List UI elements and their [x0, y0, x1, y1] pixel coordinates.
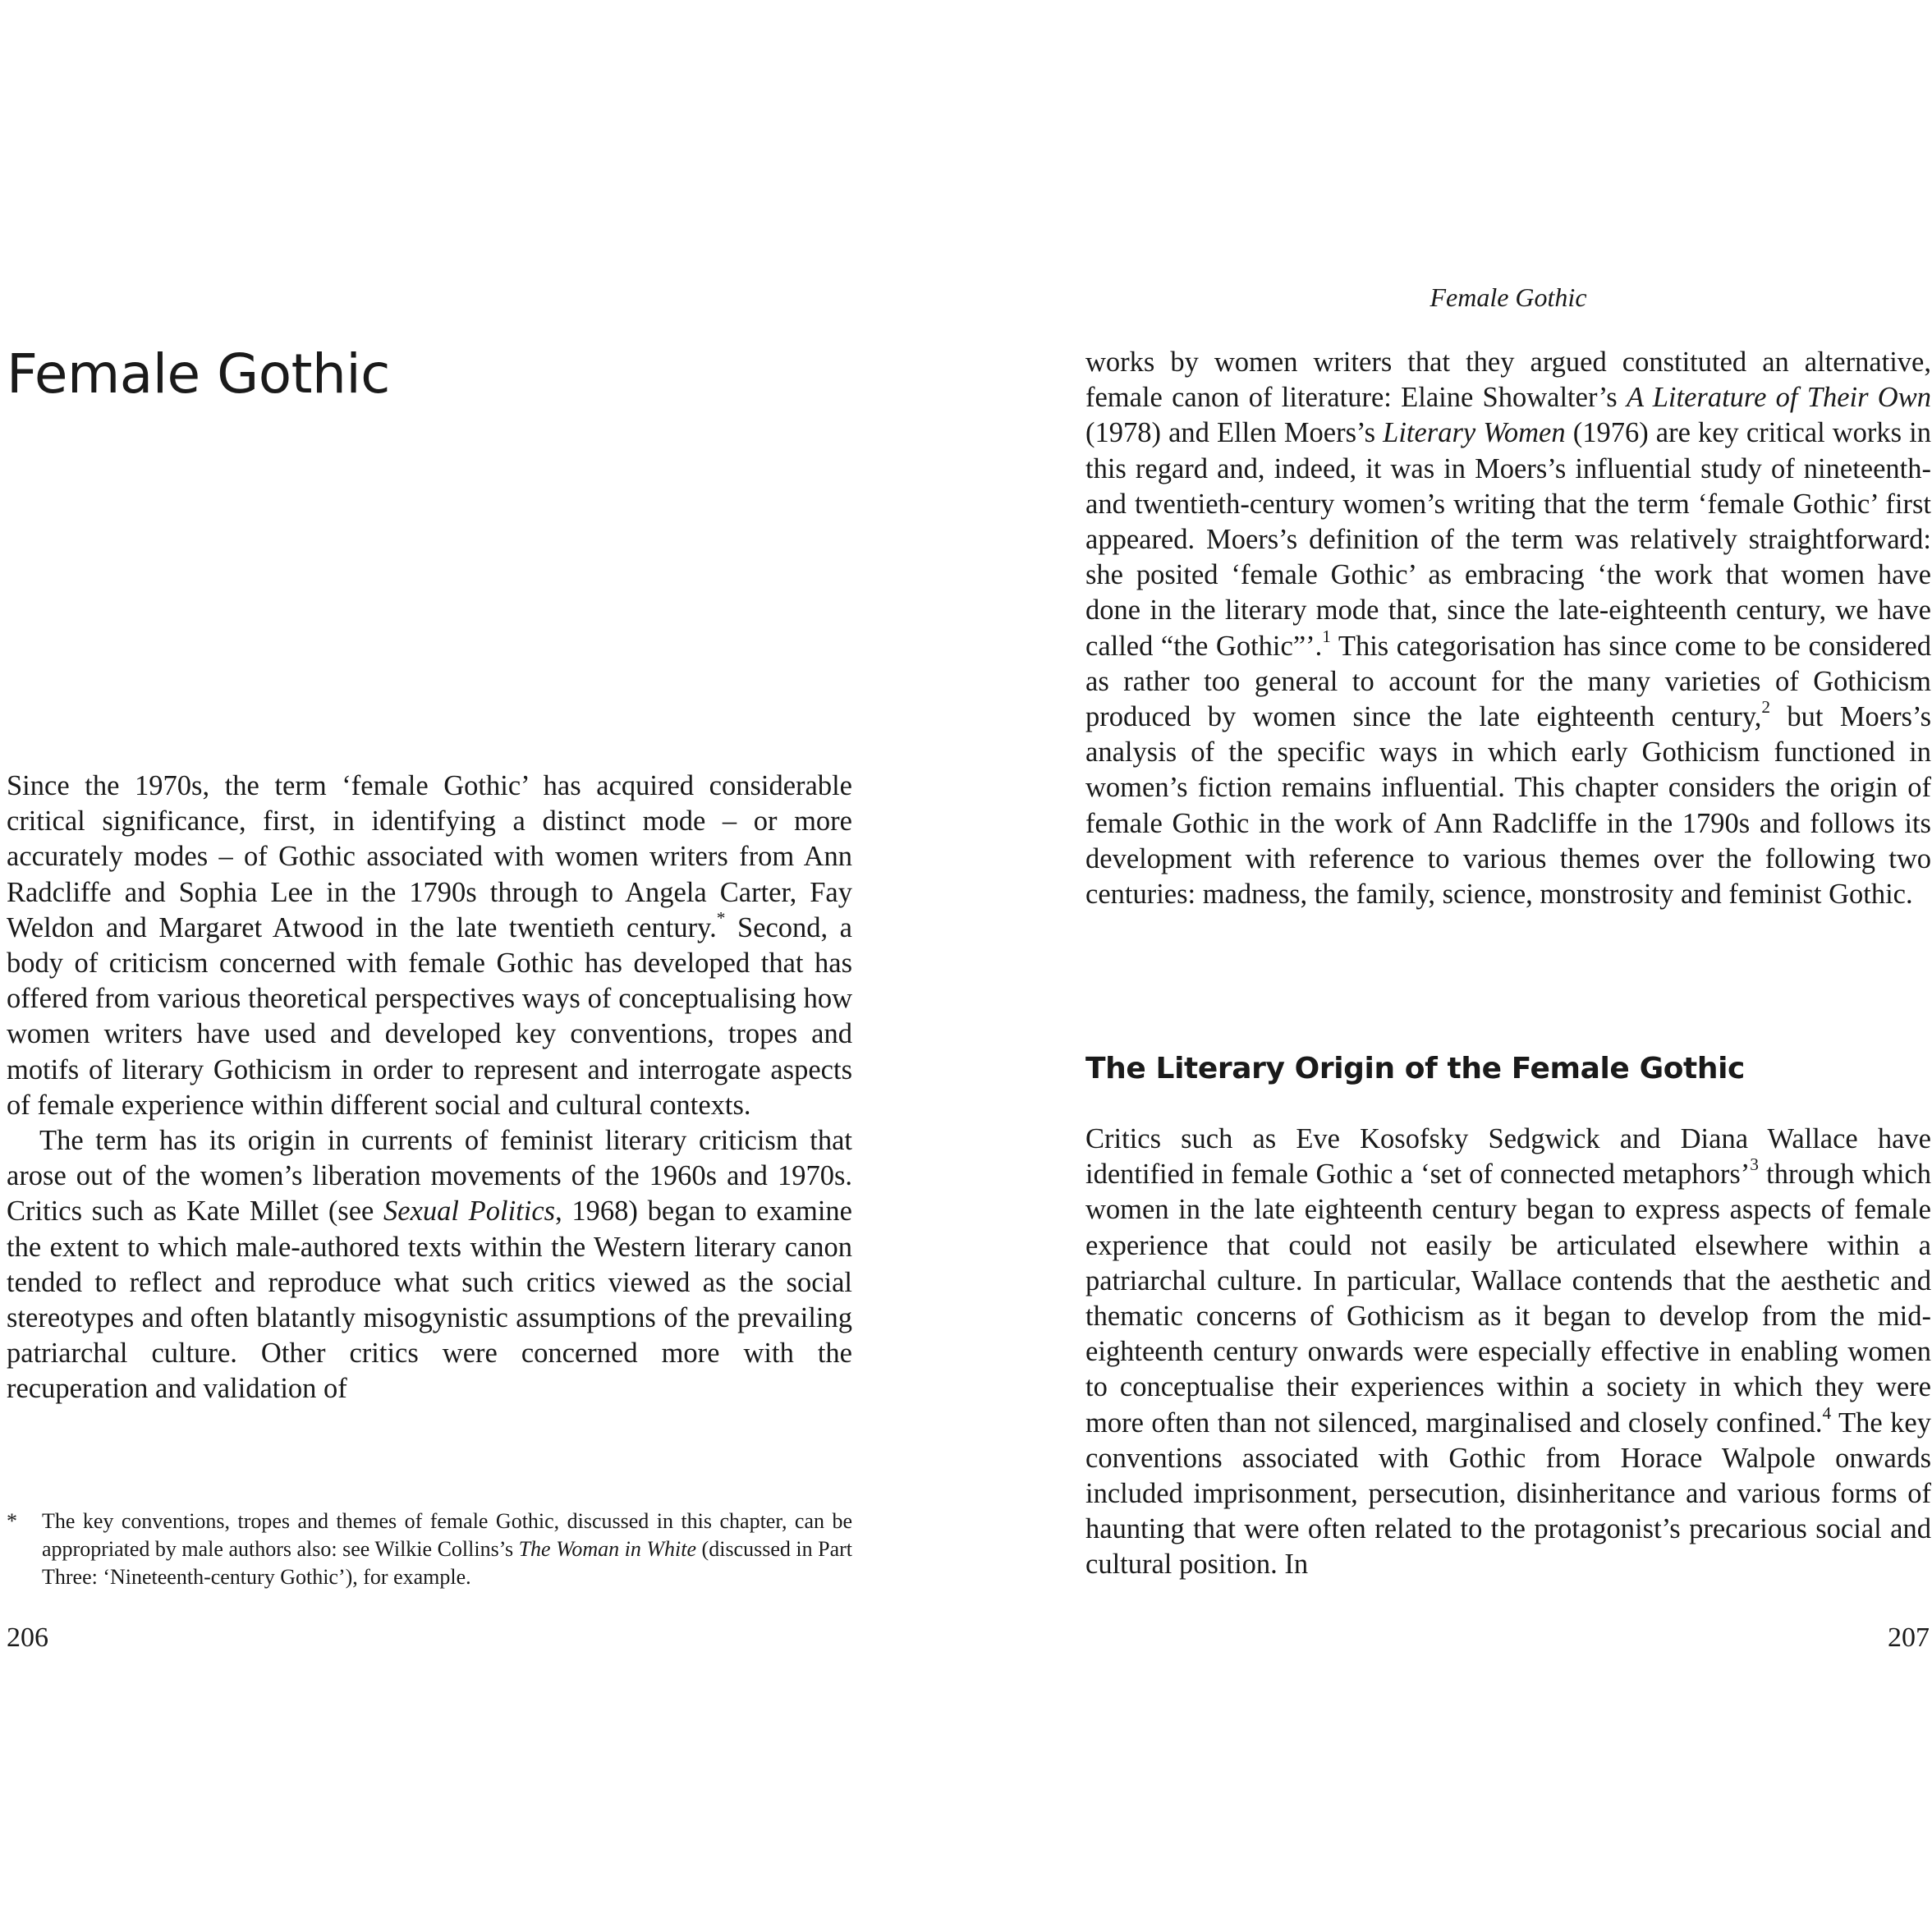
- italic-text: Literary Women: [1383, 417, 1566, 449]
- note-reference: *: [716, 907, 726, 928]
- note-reference: 2: [1761, 697, 1771, 717]
- italic-text: A Literature of Their Own: [1627, 382, 1931, 414]
- note-reference: 3: [1750, 1154, 1759, 1175]
- footnote-text: The key conventions, tropes and themes of female Gothic, discussed in this chapter, can be appropriated by male authors also: see Wilkie Collins’s The Woman in White (discussed in Part Three: ‘Nineteenth-century Gothic’), for example.: [42, 1509, 853, 1589]
- italic-text: Sexual Politics: [383, 1195, 556, 1228]
- page-number-right: 207: [1888, 1622, 1930, 1653]
- right-page: [1085, 0, 1931, 1932]
- italic-text: The Woman in White: [518, 1537, 697, 1561]
- left-body-text: [7, 769, 852, 1407]
- chapter-title: Female Gothic: [7, 342, 390, 406]
- note-reference: 4: [1822, 1402, 1832, 1423]
- right-body-text: [1085, 345, 1931, 912]
- left-page: [7, 0, 852, 1932]
- section-heading: The Literary Origin of the Female Gothic: [1085, 1052, 1745, 1085]
- page-number-left: 206: [7, 1622, 48, 1653]
- running-head: Female Gothic: [1429, 282, 1587, 312]
- paragraph: The term has its origin in currents of feminist literary criticism that arose out of the women’s liberation movements of the 1960s and 1970s. Critics such as Kate Millet (see Sexual Politics, 1968) began to examine the extent to which male-authored texts within the Western literary canon tended to reflect and reproduce what such critics viewed as the social stereotypes and often blatantly misogynistic assumptions of the prevailing patriarchal culture. Other critics were concerned more with the recuperation and validation of: [7, 1125, 852, 1405]
- paragraph: Critics such as Eve Kosofsky Sedgwick and Diana Wallace have identified in female Gothic a ‘set of connected metaphors’$^3$ through which women in the late eighteenth century began to express aspects of female experience that could not easily be articulated elsewhere within a patriarchal culture. In particular, Wallace contends that the aesthetic and thematic concerns of Gothicism as it began to develop from the mid-eighteenth century onwards were especially effective in enabling women to conceptualise their experiences within a society in which they were more often than not silenced, marginalised and closely confined.$^4$ The key conventions associated with Gothic from Horace Walpole onwards included imprisonment, persecution, disinheritance and various forms of haunting that were often related to the protagonist’s precarious social and cultural position. In: [1085, 1123, 1932, 1581]
- section-body-text: [1085, 1122, 1931, 1583]
- note-reference: 1: [1322, 626, 1331, 646]
- paragraph: Since the 1970s, the term ‘female Gothic’ has acquired considerable critical significance, first, in identifying a distinct mode – or more accurately modes – of Gothic associated with women writers from Ann Radcliffe and Sophia Lee in the 1790s through to Angela Carter, Fay Weldon and Margaret Atwood in the late twentieth century.* Second, a body of criticism concerned with female Gothic has developed that has offered from various theoretical perspectives ways of conceptualising how women writers have used and developed key conventions, tropes and motifs of literary Gothicism in order to represent and interrogate aspects of female experience within different social and cultural contexts.: [7, 770, 852, 1121]
- footnote: [7, 1508, 852, 1591]
- footnote-marker: *: [7, 1509, 17, 1533]
- paragraph: works by women writers that they argued constituted an alternative, female canon of literature: Elaine Showalter’s A Literature of Their Own (1978) and Ellen Moers’s Literary Women (1976) are key critical works in this regard and, indeed, it was in Moers’s influential study of nineteenth- and twentieth-century women’s writing that the term ‘female Gothic’ first appeared. Moers’s definition of the term was relatively straightforward: she posited ‘female Gothic’ as embracing ‘the work that women have done in the literary mode that, since the late-eighteenth century, we have called “the Gothic”’.$^1$ This categorisation has since come to be considered as rather too general to account for the many varieties of Gothicism produced by women since the late eighteenth century,$^2$ but Moers’s analysis of the specific ways in which early Gothicism functioned in women’s fiction remains influential. This chapter considers the origin of female Gothic in the work of Ann Radcliffe in the 1790s and follows its development with reference to various themes over the following two centuries: madness, the family, science, monstrosity and feminist Gothic.: [1085, 346, 1932, 911]
